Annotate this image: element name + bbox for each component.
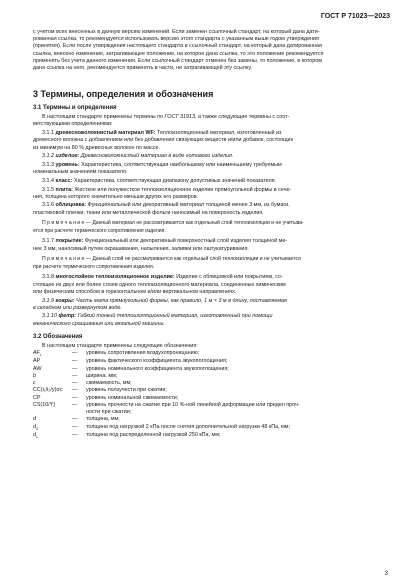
symbol-row <box>33 373 385 380</box>
term-definition: Характеристика, соответствующая диапазону допустимых значений показателя. <box>72 177 277 184</box>
page-number: 3 <box>384 571 388 577</box>
lead-text: , а также следующие термины с соот- <box>194 114 290 121</box>
symbol-subscript: L <box>36 434 39 440</box>
term-name: изделие: <box>55 153 80 160</box>
symbol-key <box>33 395 72 402</box>
term-definition-line: или физическим способом в горизонтальном и/или вертикальном направлениях. <box>33 288 237 295</box>
symbol-description: уровень номинальной сжимаемости; <box>86 394 179 401</box>
symbol-key <box>33 409 72 416</box>
term-name: ковры: <box>55 297 75 304</box>
intro-paragraph <box>33 29 385 72</box>
intro-line: рованная ссылка, то рекомендуется использовать версию этого стандарта с указанным выше годом утверждения <box>33 36 319 43</box>
symbol-description: уровень сопротивления воздухопроницанию; <box>86 350 200 357</box>
symbol-key <box>33 373 72 380</box>
intro-line: дана ссылка на него, рекомендуется применять в части, не затрагивающей эту ссылку. <box>33 65 252 72</box>
note-text: П р и м е ч а н и е — Данный материал не рассматривается как отдельный слой теплоизоляции и не учитыва- <box>42 220 304 227</box>
term-name: покрытие: <box>55 238 84 245</box>
gost-reference: ГОСТ 31913 <box>164 114 195 121</box>
symbol-row <box>33 424 385 432</box>
term-3-1-9 <box>33 298 385 312</box>
symbol-subscript: 0 <box>36 425 39 431</box>
term-number: 3.1.8 <box>42 274 56 281</box>
term-definition: Древесноволокнистый материал в виде готового изделия. <box>79 153 234 160</box>
symbol-dash: — <box>72 401 78 408</box>
symbol-dash: — <box>72 365 78 372</box>
term-3-1-6 <box>33 202 385 216</box>
symbol-description: уровень номинального коэффициента звукопоглощения; <box>86 365 229 372</box>
subsection-title: 3.1 Термины и определения <box>33 105 117 112</box>
term-definition: Характеристика, соответствующая наибольшему или наименьшему требуемым <box>79 161 282 168</box>
intro-line: ссылка, внесено изменение, затрагивающее положение, на которое дана ссылка, то это положение рекомендуется <box>33 50 324 57</box>
page-content <box>33 29 385 440</box>
symbol-row <box>33 432 385 440</box>
note-2 <box>33 256 385 270</box>
term-number: 3.1.5 <box>42 186 56 193</box>
term-3-1-2 <box>33 153 385 160</box>
terms-lead <box>33 114 385 121</box>
term-definition-line: механического сращивания или вязальной машины. <box>33 320 165 327</box>
symbol-text: d <box>33 416 36 423</box>
symbol-description: уровень фактического коэффициента звукопоглощения; <box>86 358 228 365</box>
term-3-1-1 <box>33 130 385 152</box>
symbol-row <box>33 395 385 402</box>
symbol-dash <box>72 409 86 416</box>
term-3-1-5 <box>33 187 385 201</box>
symbol-row <box>33 358 385 365</box>
term-number: 3.1.10 <box>42 313 59 320</box>
term-definition-line: древесного волокна с добавлением или без добавления связующих веществ и/или добавок, состоящих <box>33 137 294 144</box>
term-number: 3.1.6 <box>42 202 56 209</box>
note-text: при расчете термического сопротивления изделия. <box>33 263 155 270</box>
symbol-key <box>33 366 72 373</box>
term-definition: Функциональный или декоративный материал толщиной менее 3 мм, из бумаги, <box>86 202 290 209</box>
term-name: древесноволокнистый материал WF: <box>55 130 156 137</box>
term-number: 3.1.3 <box>42 161 56 168</box>
term-definition: Функциональный или декоративный поверхностный слой изделия толщиной ме- <box>83 238 288 245</box>
symbol-row <box>33 409 385 416</box>
symbol-dash: — <box>72 394 78 401</box>
symbol-dash: — <box>72 423 78 430</box>
term-name: облицовка: <box>55 202 87 209</box>
symbol-row <box>33 387 385 394</box>
symbol-dash: — <box>72 431 78 438</box>
term-name: класс: <box>55 177 73 184</box>
symbol-description: ности при сжатии; <box>86 409 132 416</box>
symbol-key <box>33 387 72 394</box>
term-definition: Жесткое или полужесткое теплоизоляционное изделие прямоугольной формы и сече- <box>72 186 292 193</box>
symbol-row <box>33 350 385 358</box>
section-title: 3 Термины, определения и обозначения <box>33 89 214 100</box>
symbol-text: d <box>33 431 36 438</box>
term-3-1-8 <box>33 274 385 296</box>
term-name: многослойное теплоизоляционное изделие: <box>55 274 175 281</box>
term-definition-line: из минимум на 80 % древесных волокон по массе. <box>33 144 161 151</box>
note-text: П р и м е ч а н и е — Данный слой не рассматривается как отдельный слой теплоизоляции и не учитывается <box>42 256 301 263</box>
symbol-description: ширина, мм; <box>86 372 118 379</box>
symbol-key <box>33 432 72 440</box>
symbol-text: d <box>33 423 36 430</box>
symbol-description: толщина, мм; <box>86 416 120 423</box>
symbol-text: AP <box>33 358 41 365</box>
term-definition-line: стоящее из двух или более слоев одного теплоизоляционного материала, соединенных химическим <box>33 281 286 288</box>
symbol-list <box>33 350 385 440</box>
symbol-dash: — <box>72 416 78 423</box>
term-number: 3.1.2 <box>42 153 56 160</box>
symbol-dash: — <box>72 380 78 387</box>
term-name: плита: <box>55 186 73 193</box>
symbol-text: b <box>33 372 36 379</box>
term-3-1-4 <box>33 178 385 185</box>
symbol-key <box>33 424 72 432</box>
symbol-key <box>33 358 72 365</box>
symbol-description: уровень ползучести при сжатии; <box>86 387 167 394</box>
term-definition-line: пластиковой пленки, ткани или металлической фольги наносимый на поверхность изделия. <box>33 209 264 216</box>
term-number: 3.1.9 <box>42 297 56 304</box>
symbol-key <box>33 416 72 423</box>
symbol-text: AW <box>33 365 42 372</box>
symbol-row <box>33 366 385 373</box>
note-text: ется при расчете термического сопротивления изделия. <box>33 227 166 234</box>
symbol-row <box>33 416 385 423</box>
term-3-1-3 <box>33 162 385 176</box>
symbol-row <box>33 402 385 409</box>
term-number: 3.1.1 <box>42 130 56 137</box>
term-3-1-10 <box>33 313 385 327</box>
term-definition-line: в складном или развернутом виде. <box>33 304 122 311</box>
document-header: ГОСТ Р 71023—2023 <box>320 13 390 20</box>
intro-line: применять без учета данного изменения. Если ссылочный стандарт отменен без замены, то положение, в котором <box>33 57 322 64</box>
term-definition-line: ния, толщина которого значительно меньше других его размеров. <box>33 193 199 200</box>
symbol-dash: — <box>72 358 78 365</box>
symbol-text: CP <box>33 394 41 401</box>
symbol-key <box>33 380 72 387</box>
symbol-dash: — <box>72 387 78 394</box>
symbol-dash: — <box>72 350 78 357</box>
symbol-description: уровень прочности на сжатие при 10 %-ной линейной деформации или предел проч- <box>86 401 300 408</box>
term-name: уровень: <box>55 161 80 168</box>
intro-line: с учетом всех внесенных в данную версию изменений. Если заменен ссылочный стандарт, на который дана дати- <box>33 29 320 35</box>
term-number: 3.1.4 <box>42 177 56 184</box>
term-definition: Теплоизоляционный материал, изготовленный из <box>155 130 282 137</box>
term-3-1-7 <box>33 238 385 252</box>
symbol-description: сжимаемость, мм; <box>86 380 132 387</box>
symbol-text: c <box>33 380 36 387</box>
symbol-key <box>33 402 72 409</box>
symbol-subscript: r <box>39 352 42 358</box>
symbol-row <box>33 380 385 387</box>
symbols-lead: В настоящем стандарте применены следующие обозначения: <box>42 342 198 349</box>
intro-line: (принятия). Если после утверждения настоящего стандарта в ссылочный стандарт, на который дана датированная <box>33 43 322 50</box>
term-number: 3.1.7 <box>42 238 56 245</box>
symbol-text: CC(i₁/i₂/y)σc <box>33 387 63 394</box>
symbol-text: CS(10/Y) <box>33 401 56 408</box>
lead-text: В настоящем стандарте применены термины по <box>42 114 165 121</box>
symbol-description: толщина под нагрузкой 2 кПа после снятия дополнительной нагрузки 48 кПа, мм; <box>86 423 291 430</box>
term-definition: Гибкий тонкий теплоизоляционный материал, изготовленный при помощи <box>76 313 273 320</box>
term-definition: Часть мата прямоугольной формы, как правило, 1 м × 3 м в длину, поставляемая <box>74 297 287 304</box>
note-1 <box>33 220 385 234</box>
term-definition: Изделие с облицовкой или покрытием, со- <box>174 274 283 281</box>
symbol-dash: — <box>72 372 78 379</box>
symbol-text: AF <box>33 350 40 357</box>
symbol-key <box>33 350 72 358</box>
subsection-title: 3.2 Обозначения <box>33 333 83 340</box>
terms-lead-cont: ветствующими определениями: <box>33 121 113 128</box>
term-definition-line: нее 3 мм, наносимый путем окрашивания, напыления, заливки или оштукатуривания. <box>33 245 249 252</box>
term-name: фетр: <box>58 313 77 320</box>
symbol-description: толщина под распределенной нагрузкой 250 кПа, мм; <box>86 431 221 438</box>
term-definition-line: номинальным значениям показателя. <box>33 169 128 176</box>
